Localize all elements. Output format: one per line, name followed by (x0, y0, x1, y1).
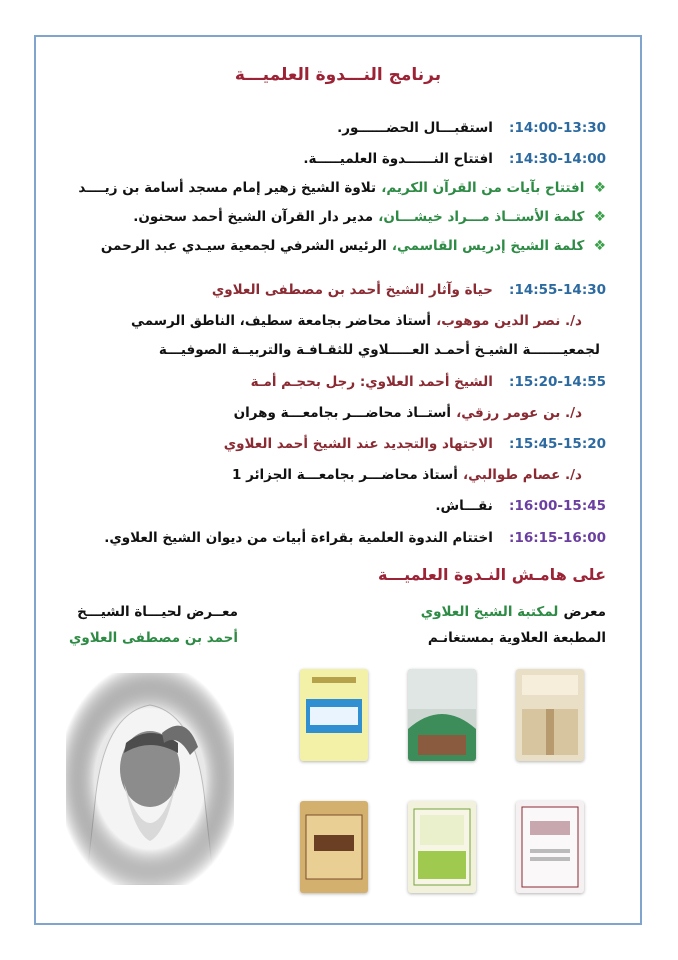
session-1-header (212, 279, 606, 298)
session-title: حياة وآثار الشيخ أحمد بن مصطفى العلاوي (211, 282, 493, 298)
diamond-bullet-icon: ❖ (593, 238, 606, 254)
book-cover-1 (300, 669, 368, 761)
row-text: استقبـــال الحضــــــور. (337, 120, 493, 136)
time-slot: 15:20-14:55: (509, 374, 606, 390)
session-3-speaker (232, 464, 582, 483)
time-slot: 15:45-15:20: (509, 436, 606, 452)
speaker-name: د/. عصام طوالبي، (462, 467, 582, 483)
bullet-speech-khichan (133, 206, 606, 225)
speaker-desc-cont: لجمعيـــــــة الشيـخ أحمـد العـــــلاوي للثقـافـة والتربيــة الصوفيـــة (158, 342, 600, 358)
row-text: اختتام الندوة العلمية بقراءة أبيات من ديوان الشيخ العلاوي. (104, 530, 493, 546)
speaker-desc: أستاذ محاضـــر بجامعـــة الجزائر 1 (231, 467, 458, 483)
session-1-speaker (131, 310, 582, 329)
bullet-heading: كلمة الأستــاذ مـــراد خيشـــان، (378, 209, 585, 225)
row-text: نقـــاش. (435, 498, 493, 514)
diamond-bullet-icon: ❖ (593, 180, 606, 196)
bullet-text: الرئيس الشرفي لجمعية سيـدي عبد الرحمن (100, 238, 387, 254)
schedule-row-closing (104, 527, 606, 546)
time-slot: 14:00-13:30: (509, 120, 606, 136)
session-2-speaker (234, 402, 582, 421)
speaker-name: د/. نصر الدين موهوب، (436, 313, 582, 329)
book-cover-6 (516, 801, 584, 893)
session-1-speaker-desc2 (159, 339, 600, 358)
exhibit-life-title: معــرض لحيـــاة الشيـــخ (77, 604, 238, 620)
schedule-row-reception (337, 117, 606, 136)
speaker-name: د/. بن عومر رزقي، (456, 405, 582, 421)
time-slot: 14:30-14:00: (509, 151, 606, 167)
book-cover-3 (516, 669, 584, 761)
library-exhibit-line1 (421, 601, 606, 620)
life-exhibit-line2 (69, 627, 238, 646)
life-exhibit-line1 (77, 601, 238, 620)
library-exhibit-line2 (428, 627, 606, 646)
bullet-text: تلاوة الشيخ زهير إمام مسجد أسامة بن زيــــد (78, 180, 377, 196)
margin-title: على هامـش النـدوة العلميـــة (378, 565, 606, 584)
schedule-row-discussion (435, 495, 606, 514)
diamond-bullet-icon: ❖ (593, 209, 606, 225)
speaker-desc: أستــاذ محاضـــر بجامعـــة وهران (233, 405, 451, 421)
session-title: الشيخ أحمد العلاوي: رجل بحجـم أمـة (250, 374, 493, 390)
time-slot: 14:55-14:30: (509, 282, 606, 298)
exhibit-press: المطبعة العلاوية بمستغانـم (427, 630, 606, 646)
time-slot: 16:00-15:45: (509, 498, 606, 514)
exhibit-sheikh-name: أحمد بن مصطفى العلاوي (68, 630, 238, 646)
speaker-desc: أستاذ محاضر بجامعة سطيف، الناطق الرسمي (131, 313, 431, 329)
row-text: افتتاح النــــــدوة العلميـــــة. (303, 151, 493, 167)
book-cover-4 (300, 801, 368, 893)
exhibit-prefix: معرض (563, 604, 606, 620)
session-title: الاجتهاد والتجديد عند الشيخ أحمد العلاوي (223, 436, 493, 452)
session-2-header (251, 371, 606, 390)
time-slot: 16:15-16:00: (509, 530, 606, 546)
bullet-heading: كلمة الشيخ إدريس القاسمي، (391, 238, 585, 254)
bullet-speech-qasimi (101, 235, 606, 254)
bullet-heading: افتتاح بآيات من القرآن الكريم، (381, 180, 585, 196)
bullet-quran-opening (78, 177, 606, 196)
exhibit-library-name: لمكتبة الشيخ العلاوي (420, 604, 559, 620)
sheikh-portrait (66, 673, 234, 885)
book-cover-5 (408, 801, 476, 893)
session-3-header (224, 433, 606, 452)
page-frame (34, 35, 642, 925)
program-title: برنامج النـــدوة العلميـــة (234, 65, 442, 85)
bullet-text: مدير دار القرآن الشيخ أحمد سحنون. (133, 209, 374, 225)
book-cover-2 (408, 669, 476, 761)
schedule-row-opening (303, 148, 606, 167)
